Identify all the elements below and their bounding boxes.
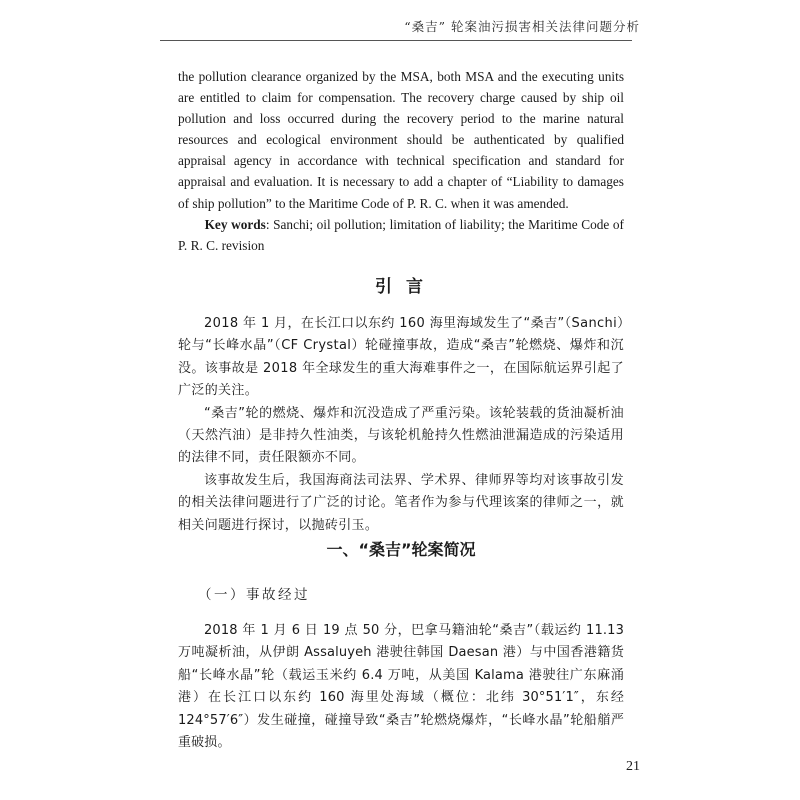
abstract-block xyxy=(178,66,624,256)
section-1-subheading: （一）事故经过 xyxy=(198,587,310,603)
page-number: 21 xyxy=(626,759,640,774)
section-1-paragraph: 2018 年 1 月 6 日 19 点 50 分，巴拿马籍油轮“桑吉”（载运约 11.13 万吨凝析油，从伊朗 Assaluyeh 港驶往韩国 Daesan 港）与中国香港籍货船“长峰水晶”轮（载运玉米约 6.4 万吨，从美国 Kalama 港驶往广东麻涌港）在长江口以东约 160 海里处海域（概位：北纬 30°51′1″，东经 124°57′6″）发生碰撞，碰撞导致“桑吉”轮燃烧爆炸，“长峰水晶”轮船艏严重破损。 xyxy=(178,623,624,751)
running-header: “桑吉” 轮案油污损害相关法律问题分析 xyxy=(404,19,640,34)
abstract-text: the pollution clearance organized by the MSA, both MSA and the executing units are entitled to claim for compensation. The recovery charge caused by ship oil pollution and loss occurred during the recovery period to the marine natural resources and ecological environment should be authenticated by qualified appraisal agency in accordance with technical specification and standard for appraisal and evaluation. It is necessary to add a chapter of “Liability to damages of ship pollution” to the Maritime Code of P. R. C. when it was amended. xyxy=(178,69,624,211)
keywords-label: Key words xyxy=(204,216,266,232)
intro-paragraph-3: 该事故发生后，我国海商法司法界、学术界、律师界等均对该事故引发的相关法律问题进行了广泛的讨论。笔者作为参与代理该案的律师之一，就相关问题进行探讨，以抛砖引玉。 xyxy=(178,472,624,533)
intro-body xyxy=(178,313,624,537)
keywords-line xyxy=(178,214,624,256)
section-1-heading: 一、“桑吉”轮案简况 xyxy=(326,540,476,559)
intro-paragraph-1: 2018 年 1 月，在长江口以东约 160 海里海域发生了“桑吉”（Sanchi）轮与“长峰水晶”（CF Crystal）轮碰撞事故，造成“桑吉”轮燃烧、爆炸和沉没。该事故是 2018 年全球发生的重大海难事件之一，在国际航运界引起了广泛的关注。 xyxy=(178,316,624,399)
section-1-body xyxy=(178,620,624,754)
keywords-value: : Sanchi; oil pollution; limitation of liability; the Maritime Code of P. R. C. revision xyxy=(178,216,624,253)
intro-paragraph-2: “桑吉”轮的燃烧、爆炸和沉没造成了严重污染。该轮装载的货油凝析油（天然汽油）是非持久性油类，与该轮机舱持久性燃油泄漏造成的污染适用的法律不同，责任限额亦不同。 xyxy=(178,405,624,466)
intro-heading: 引 言 xyxy=(375,277,427,297)
header-rule xyxy=(160,40,632,41)
